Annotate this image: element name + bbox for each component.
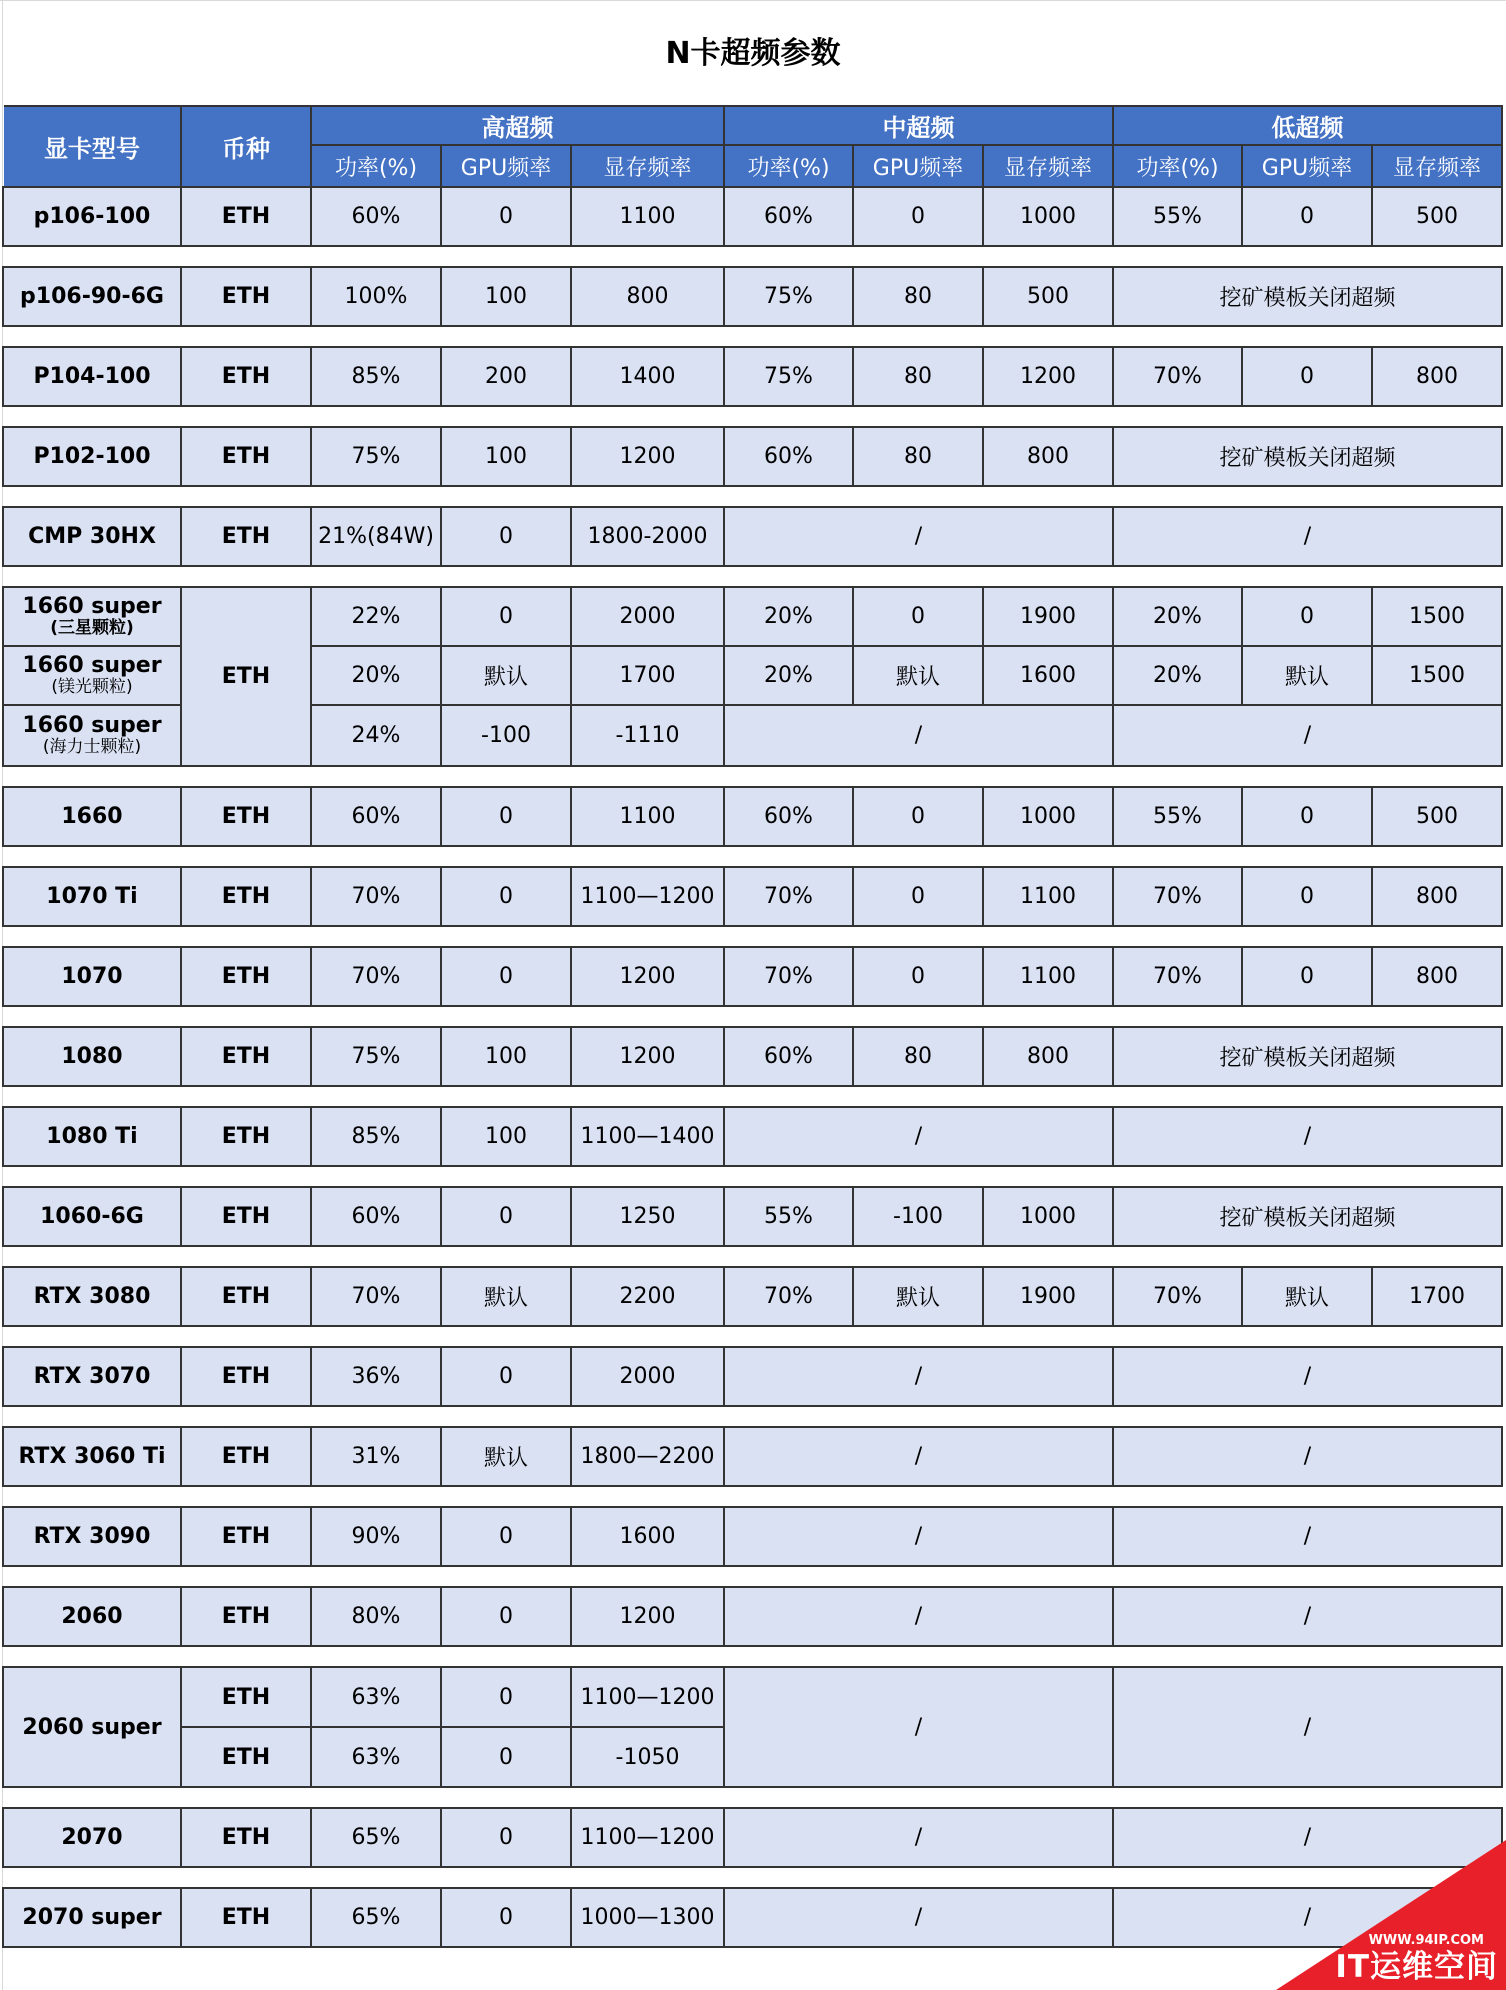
table-row-3-value-2: 1200 (572, 428, 725, 487)
table-row-13-mid-span: / (725, 1348, 1114, 1407)
table-row-17-1-value-2: -1050 (572, 1728, 725, 1788)
table-row-3-model: P102-100 (4, 428, 182, 487)
table-row-9-value-0: 75% (312, 1028, 442, 1087)
table-row-7-value-1: 0 (442, 868, 572, 927)
table-row-12-value-6: 70% (1114, 1268, 1243, 1327)
table-row-5-1-value-0: 20% (312, 647, 442, 706)
table-row-5-1-value-6: 20% (1114, 647, 1243, 706)
table-row-10-mid-span: / (725, 1108, 1114, 1167)
table-row-17-1-value-1: 0 (442, 1728, 572, 1788)
table-row-15-low-span: / (1114, 1508, 1503, 1567)
table-row-18-low-span: / (1114, 1809, 1503, 1868)
model-note: (三星颗粒) (50, 618, 134, 639)
table-row-11-value-4: -100 (854, 1188, 984, 1247)
table-row-9-value-2: 1200 (572, 1028, 725, 1087)
table-row-16-mid-span: / (725, 1588, 1114, 1647)
table-row-19-value-1: 0 (442, 1889, 572, 1948)
table-row-3-value-5: 800 (984, 428, 1114, 487)
table-row-1-value-5: 500 (984, 268, 1114, 327)
table-row-15-coin: ETH (182, 1508, 312, 1567)
table-row-16-value-1: 0 (442, 1588, 572, 1647)
table-row-16-model: 2060 (4, 1588, 182, 1647)
watermark-url: WWW.94IP.COM (1368, 1933, 1484, 1948)
table-row-18-value-0: 65% (312, 1809, 442, 1868)
table-row-4-value-1: 0 (442, 508, 572, 567)
table-row-6-value-2: 1100 (572, 788, 725, 847)
table-row-0-model: p106-100 (4, 188, 182, 247)
table-row-6-model: 1660 (4, 788, 182, 847)
header-model: 显卡型号 (4, 107, 182, 188)
model-note: (镁光颗粒) (51, 677, 133, 698)
table-row-16-value-2: 1200 (572, 1588, 725, 1647)
table-row-2-value-1: 200 (442, 348, 572, 407)
table-row-14-coin: ETH (182, 1428, 312, 1487)
table-row-1-value-1: 100 (442, 268, 572, 327)
table-row-14-mid-span: / (725, 1428, 1114, 1487)
table-row-0-coin: ETH (182, 188, 312, 247)
table-row-3-low-span: 挖矿模板关闭超频 (1114, 428, 1503, 487)
table-row-12-model: RTX 3080 (4, 1268, 182, 1327)
table-row-16-low-span: / (1114, 1588, 1503, 1647)
table-row-19-value-2: 1000—1300 (572, 1889, 725, 1948)
table-row-5-1-value-1: 默认 (442, 647, 572, 706)
table-row-11-low-span: 挖矿模板关闭超频 (1114, 1188, 1503, 1247)
table-row-5-0-value-7: 0 (1243, 588, 1373, 647)
table-row-13-value-1: 0 (442, 1348, 572, 1407)
table-row-19-mid-span: / (725, 1889, 1114, 1948)
header-sub-0-1: GPU频率 (442, 146, 572, 188)
table-row-9-coin: ETH (182, 1028, 312, 1087)
table-row-8-value-3: 70% (725, 948, 854, 1007)
table-row-15-model: RTX 3090 (4, 1508, 182, 1567)
table-row-17-coin-1: ETH (182, 1728, 312, 1788)
table-row-9-value-4: 80 (854, 1028, 984, 1087)
table-row-5-0-value-3: 20% (725, 588, 854, 647)
table-row-6-value-7: 0 (1243, 788, 1373, 847)
watermark (1276, 1840, 1506, 1990)
table-row-7-coin: ETH (182, 868, 312, 927)
table-row-5-1-value-5: 1600 (984, 647, 1114, 706)
table-row-13-model: RTX 3070 (4, 1348, 182, 1407)
table-row-5-2-mid-span: / (725, 706, 1114, 767)
table-row-8-coin: ETH (182, 948, 312, 1007)
table-row-17-0-value-2: 1100—1200 (572, 1668, 725, 1728)
table-row-4-value-0: 21%(84W) (312, 508, 442, 567)
header-sub-0-0: 功率(%) (312, 146, 442, 188)
table-row-12-value-8: 1700 (1373, 1268, 1503, 1327)
table-row-5-0-value-6: 20% (1114, 588, 1243, 647)
table-row-5-1-value-4: 默认 (854, 647, 984, 706)
table-row-2-value-2: 1400 (572, 348, 725, 407)
table-row-19-coin: ETH (182, 1889, 312, 1948)
table-row-4-mid-span: / (725, 508, 1114, 567)
table-row-10-value-0: 85% (312, 1108, 442, 1167)
table-row-14-model: RTX 3060 Ti (4, 1428, 182, 1487)
table-row-14-value-0: 31% (312, 1428, 442, 1487)
table-top-border (4, 105, 1503, 107)
table-row-14-value-1: 默认 (442, 1428, 572, 1487)
watermark-brand: IT运维空间 (1335, 1949, 1498, 1985)
header-sub-1-0: 功率(%) (725, 146, 854, 188)
table-row-17-model: 2060 super (4, 1668, 182, 1788)
table-row-8-value-5: 1100 (984, 948, 1114, 1007)
header-group-0: 高超频 (312, 107, 725, 146)
table-row-17-0-value-1: 0 (442, 1668, 572, 1728)
table-row-12-value-5: 1900 (984, 1268, 1114, 1327)
table-row-2-value-4: 80 (854, 348, 984, 407)
table-row-3-coin: ETH (182, 428, 312, 487)
table-row-6-value-0: 60% (312, 788, 442, 847)
table-row-13-value-0: 36% (312, 1348, 442, 1407)
table-row-5-2-value-1: -100 (442, 706, 572, 767)
table-row-17-low-span: / (1114, 1668, 1503, 1788)
table-row-10-coin: ETH (182, 1108, 312, 1167)
table-row-14-low-span: / (1114, 1428, 1503, 1487)
table-row-13-value-2: 2000 (572, 1348, 725, 1407)
table-row-2-model: P104-100 (4, 348, 182, 407)
table-row-10-low-span: / (1114, 1108, 1503, 1167)
table-row-13-low-span: / (1114, 1348, 1503, 1407)
table-row-7-value-4: 0 (854, 868, 984, 927)
table-row-0-value-2: 1100 (572, 188, 725, 247)
model-name: 1660 super (22, 653, 162, 679)
table-row-1-value-4: 80 (854, 268, 984, 327)
table-row-9-model: 1080 (4, 1028, 182, 1087)
table-row-0-value-0: 60% (312, 188, 442, 247)
table-row-2-value-0: 85% (312, 348, 442, 407)
table-row-8-value-6: 70% (1114, 948, 1243, 1007)
table-row-2-value-8: 800 (1373, 348, 1503, 407)
table-row-8-value-8: 800 (1373, 948, 1503, 1007)
table-row-8-value-2: 1200 (572, 948, 725, 1007)
table-row-5-2-value-2: -1110 (572, 706, 725, 767)
table-row-6-value-4: 0 (854, 788, 984, 847)
table-row-6-value-5: 1000 (984, 788, 1114, 847)
model-note: (海力士颗粒) (42, 737, 142, 758)
model-name: 1660 super (22, 713, 162, 739)
table-row-0-value-6: 55% (1114, 188, 1243, 247)
table-row-9-value-3: 60% (725, 1028, 854, 1087)
header-sub-0-2: 显存频率 (572, 146, 725, 188)
table-row-15-mid-span: / (725, 1508, 1114, 1567)
table-row-19-low-span: / (1114, 1889, 1503, 1948)
table-row-2-value-7: 0 (1243, 348, 1373, 407)
table-row-4-value-2: 1800-2000 (572, 508, 725, 567)
table-row-8-value-4: 0 (854, 948, 984, 1007)
table-row-12-value-2: 2200 (572, 1268, 725, 1327)
table-row-8-value-0: 70% (312, 948, 442, 1007)
table-row-5-0-value-4: 0 (854, 588, 984, 647)
table-row-1-coin: ETH (182, 268, 312, 327)
table-row-11-value-0: 60% (312, 1188, 442, 1247)
table-row-6-value-8: 500 (1373, 788, 1503, 847)
table-row-0-value-5: 1000 (984, 188, 1114, 247)
table-row-5-0-value-8: 1500 (1373, 588, 1503, 647)
table-row-0-value-1: 0 (442, 188, 572, 247)
table-row-12-value-1: 默认 (442, 1268, 572, 1327)
table-row-9-low-span: 挖矿模板关闭超频 (1114, 1028, 1503, 1087)
table-row-15-value-1: 0 (442, 1508, 572, 1567)
table-row-11-coin: ETH (182, 1188, 312, 1247)
grid-line-top (0, 0, 1506, 1)
table-row-12-value-3: 70% (725, 1268, 854, 1327)
table-row-0-value-7: 0 (1243, 188, 1373, 247)
table-row-1-low-span: 挖矿模板关闭超频 (1114, 268, 1503, 327)
table-row-11-value-2: 1250 (572, 1188, 725, 1247)
table-row-18-mid-span: / (725, 1809, 1114, 1868)
table-row-14-value-2: 1800—2200 (572, 1428, 725, 1487)
table-row-12-value-4: 默认 (854, 1268, 984, 1327)
table-row-18-coin: ETH (182, 1809, 312, 1868)
table-row-5-1-value-7: 默认 (1243, 647, 1373, 706)
table-row-7-value-3: 70% (725, 868, 854, 927)
table-row-16-coin: ETH (182, 1588, 312, 1647)
table-row-4-model: CMP 30HX (4, 508, 182, 567)
table-row-5-0-value-5: 1900 (984, 588, 1114, 647)
table-row-18-value-2: 1100—1200 (572, 1809, 725, 1868)
table-row-4-coin: ETH (182, 508, 312, 567)
table-row-5-model-2 (4, 706, 182, 767)
table-row-7-model: 1070 Ti (4, 868, 182, 927)
table-row-2-value-6: 70% (1114, 348, 1243, 407)
table-row-1-value-2: 800 (572, 268, 725, 327)
table-row-6-value-6: 55% (1114, 788, 1243, 847)
table-row-10-value-1: 100 (442, 1108, 572, 1167)
table-row-5-0-value-0: 22% (312, 588, 442, 647)
table-row-5-0-value-1: 0 (442, 588, 572, 647)
table-row-17-coin-0: ETH (182, 1668, 312, 1728)
table-row-7-value-0: 70% (312, 868, 442, 927)
table-row-2-value-5: 1200 (984, 348, 1114, 407)
table-row-1-value-3: 75% (725, 268, 854, 327)
table-row-2-coin: ETH (182, 348, 312, 407)
table-row-18-value-1: 0 (442, 1809, 572, 1868)
table-row-12-value-7: 默认 (1243, 1268, 1373, 1327)
table-row-5-2-value-0: 24% (312, 706, 442, 767)
table-row-5-model-0 (4, 588, 182, 647)
header-sub-1-1: GPU频率 (854, 146, 984, 188)
table-row-5-1-value-2: 1700 (572, 647, 725, 706)
header-group-1: 中超频 (725, 107, 1114, 146)
table-row-11-value-1: 0 (442, 1188, 572, 1247)
table-row-2-value-3: 75% (725, 348, 854, 407)
table-row-1-value-0: 100% (312, 268, 442, 327)
table-row-5-1-value-8: 1500 (1373, 647, 1503, 706)
table-row-0-value-3: 60% (725, 188, 854, 247)
table-row-7-value-6: 70% (1114, 868, 1243, 927)
table-row-5-1-value-3: 20% (725, 647, 854, 706)
table-row-6-coin: ETH (182, 788, 312, 847)
table-row-12-value-0: 70% (312, 1268, 442, 1327)
table-row-7-value-7: 0 (1243, 868, 1373, 927)
table-row-12-coin: ETH (182, 1268, 312, 1327)
table-row-11-value-5: 1000 (984, 1188, 1114, 1247)
sheet-title: N卡超频参数 (665, 36, 841, 71)
table-row-7-value-8: 800 (1373, 868, 1503, 927)
header-coin: 币种 (182, 107, 312, 188)
table-row-6-value-3: 60% (725, 788, 854, 847)
table-row-6-value-1: 0 (442, 788, 572, 847)
table-row-19-value-0: 65% (312, 1889, 442, 1948)
table-row-8-value-1: 0 (442, 948, 572, 1007)
table-row-10-model: 1080 Ti (4, 1108, 182, 1167)
table-row-3-value-3: 60% (725, 428, 854, 487)
table-row-3-value-1: 100 (442, 428, 572, 487)
table-row-1-model: p106-90-6G (4, 268, 182, 327)
header-sub-1-2: 显存频率 (984, 146, 1114, 188)
table-row-5-2-low-span: / (1114, 706, 1503, 767)
table-row-13-coin: ETH (182, 1348, 312, 1407)
table-row-11-value-3: 55% (725, 1188, 854, 1247)
table-row-4-low-span: / (1114, 508, 1503, 567)
table-row-11-model: 1060-6G (4, 1188, 182, 1247)
table-row-0-value-4: 0 (854, 188, 984, 247)
header-sub-2-0: 功率(%) (1114, 146, 1243, 188)
table-row-5-coin: ETH (182, 588, 312, 767)
table-row-17-1-value-0: 63% (312, 1728, 442, 1788)
table-row-5-0-value-2: 2000 (572, 588, 725, 647)
table-row-15-value-0: 90% (312, 1508, 442, 1567)
table-row-3-value-0: 75% (312, 428, 442, 487)
header-group-2: 低超频 (1114, 107, 1503, 146)
table-row-8-value-7: 0 (1243, 948, 1373, 1007)
model-name: 1660 super (22, 594, 162, 620)
table-row-17-0-value-0: 63% (312, 1668, 442, 1728)
table-row-9-value-1: 100 (442, 1028, 572, 1087)
header-sub-2-2: 显存频率 (1373, 146, 1503, 188)
table-row-19-model: 2070 super (4, 1889, 182, 1948)
table-row-17-mid-span: / (725, 1668, 1114, 1788)
table-row-9-value-5: 800 (984, 1028, 1114, 1087)
table-row-16-value-0: 80% (312, 1588, 442, 1647)
table-row-10-value-2: 1100—1400 (572, 1108, 725, 1167)
table-row-15-value-2: 1600 (572, 1508, 725, 1567)
table-row-5-model-1 (4, 647, 182, 706)
table-row-7-value-5: 1100 (984, 868, 1114, 927)
table-row-7-value-2: 1100—1200 (572, 868, 725, 927)
table-row-3-value-4: 80 (854, 428, 984, 487)
table-row-0-value-8: 500 (1373, 188, 1503, 247)
table-row-18-model: 2070 (4, 1809, 182, 1868)
header-sub-2-1: GPU频率 (1243, 146, 1373, 188)
table-row-8-model: 1070 (4, 948, 182, 1007)
